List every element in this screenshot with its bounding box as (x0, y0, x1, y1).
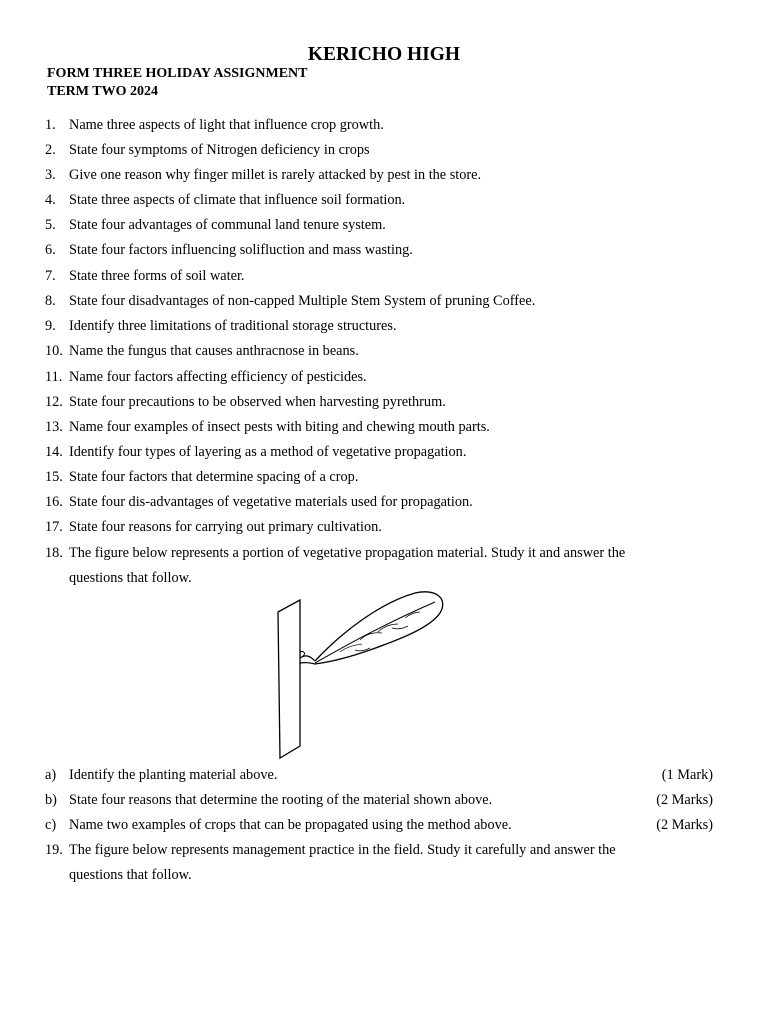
question-item (45, 115, 384, 135)
question-text: The figure below represents a portion of vegetative propagation material. Study it and answer the (69, 545, 626, 561)
question-continuation: questions that follow. (69, 570, 192, 586)
question-item (45, 291, 535, 311)
question-text: Name the fungus that causes anthracnose in beans. (69, 343, 359, 359)
question-number: 8. (45, 293, 56, 309)
question-number: 13. (45, 419, 63, 435)
question-item (45, 840, 616, 860)
question-number: 12. (45, 394, 63, 410)
question-text: State four disadvantages of non-capped Multiple Stem System of pruning Coffee. (69, 293, 536, 309)
sub-question-label: c) (45, 817, 57, 833)
question-text: Identify three limitations of traditional storage structures. (69, 318, 397, 334)
question-text: Identify four types of layering as a method of vegetative propagation. (69, 444, 467, 460)
question-number: 9. (45, 318, 56, 334)
sub-question-text: State four reasons that determine the rooting of the material shown above. (69, 792, 493, 808)
question-number: 2. (45, 142, 56, 158)
question-item (45, 492, 473, 512)
question-continuation: questions that follow. (69, 867, 192, 883)
assignment-heading: FORM THREE HOLIDAY ASSIGNMENT (47, 66, 308, 81)
question-text: Give one reason why finger millet is rarely attacked by pest in the store. (69, 167, 482, 183)
question-item (45, 240, 413, 260)
sub-question-label: b) (45, 792, 57, 808)
question-number: 18. (45, 545, 63, 561)
question-number: 15. (45, 469, 63, 485)
question-text: Name four examples of insect pests with biting and chewing mouth parts. (69, 419, 490, 435)
question-number: 3. (45, 167, 56, 183)
question-text: Name three aspects of light that influence crop growth. (69, 117, 384, 133)
question-item (45, 543, 625, 563)
question-number: 4. (45, 192, 56, 208)
question-text: State four reasons for carrying out primary cultivation. (69, 519, 382, 535)
question-text: State four advantages of communal land tenure system. (69, 217, 386, 233)
sub-question (45, 765, 713, 785)
question-item (45, 392, 446, 412)
leaf-cutting-figure (270, 588, 455, 763)
stem-segment (278, 600, 300, 758)
question-text: State three forms of soil water. (69, 268, 245, 284)
question-text: The figure below represents management practice in the field. Study it carefully and answer the (69, 842, 616, 858)
marks-allocation: (2 Marks) (656, 817, 713, 833)
question-number: 11. (45, 369, 63, 385)
question-text: State four symptoms of Nitrogen deficiency in crops (69, 142, 370, 158)
question-number: 14. (45, 444, 63, 460)
question-item (45, 417, 490, 437)
term-heading: TERM TWO 2024 (47, 84, 158, 99)
sub-question-text: Identify the planting material above. (69, 767, 278, 783)
question-number: 19. (45, 842, 63, 858)
question-number: 5. (45, 217, 56, 233)
question-item (45, 367, 367, 387)
question-number: 16. (45, 494, 63, 510)
question-text: State three aspects of climate that influence soil formation. (69, 192, 406, 208)
question-text: State four dis-advantages of vegetative materials used for propagation. (69, 494, 473, 510)
leaf-petiole (300, 656, 315, 664)
question-item (45, 190, 405, 210)
marks-allocation: (2 Marks) (656, 792, 713, 808)
question-text: State four factors influencing solifluction and mass wasting. (69, 242, 413, 258)
question-number: 17. (45, 519, 63, 535)
question-text: State four factors that determine spacing of a crop. (69, 469, 359, 485)
sub-question (45, 790, 713, 810)
question-item (45, 517, 382, 537)
question-item (45, 140, 370, 160)
question-number: 10. (45, 343, 63, 359)
question-item (45, 316, 397, 336)
marks-allocation: (1 Mark) (661, 767, 713, 783)
question-number: 1. (45, 117, 56, 133)
sub-question-text: Name two examples of crops that can be propagated using the method above. (69, 817, 512, 833)
question-item (45, 215, 386, 235)
question-item (45, 165, 481, 185)
page-title: KERICHO HIGH (307, 44, 461, 65)
question-number: 7. (45, 268, 56, 284)
question-item (45, 467, 358, 487)
sub-question (45, 815, 713, 835)
question-item (45, 341, 359, 361)
question-number: 6. (45, 242, 56, 258)
question-text: Name four factors affecting efficiency of pesticides. (69, 369, 367, 385)
sub-question-label: a) (45, 767, 57, 783)
question-item (45, 266, 245, 286)
question-text: State four precautions to be observed when harvesting pyrethrum. (69, 394, 446, 410)
axillary-bud (300, 651, 304, 656)
question-item (45, 442, 466, 462)
